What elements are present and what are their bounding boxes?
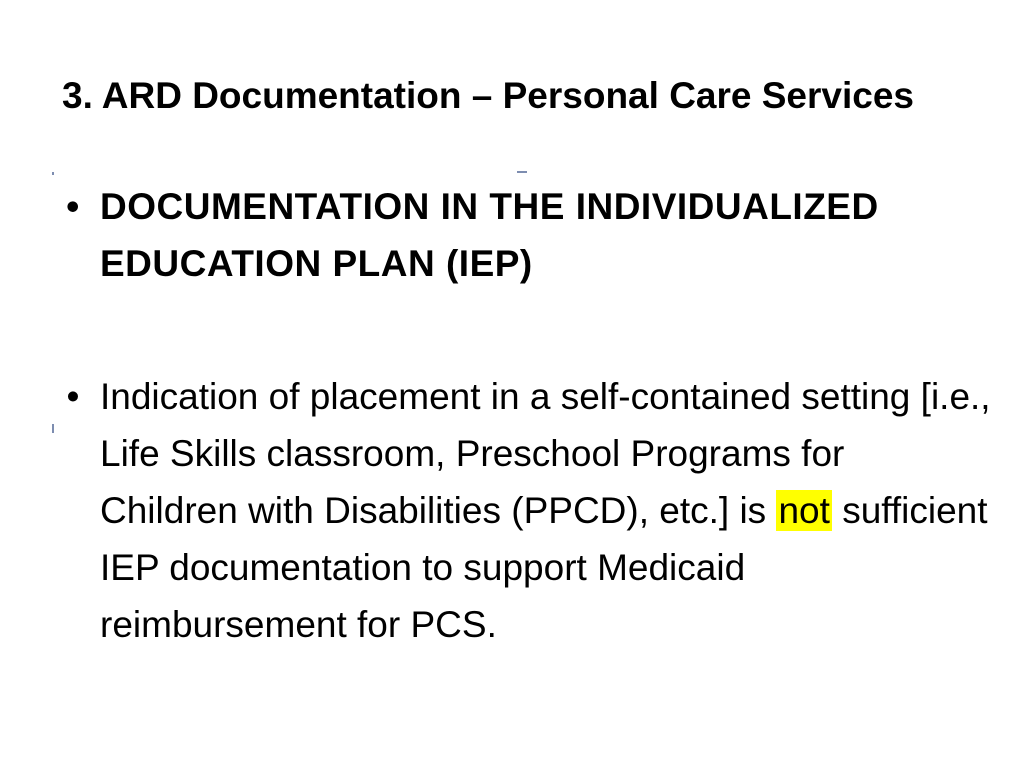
bullet-list	[52, 178, 992, 653]
bullet-text-after: sufficient IEP documentation to support Medicaid reimbursement for PCS.	[100, 490, 988, 645]
slide-title: 3. ARD Documentation – Personal Care Services	[62, 75, 914, 116]
placeholder-marker	[52, 172, 54, 175]
placeholder-marker	[517, 171, 527, 173]
bullet-item-iep-heading	[52, 178, 992, 292]
bullet-text: DOCUMENTATION IN THE INDIVIDUALIZED EDUCATION PLAN (IEP)	[100, 186, 879, 284]
bullet-text-before: Indication of placement in a self-contained setting [i.e., Life Skills classroom, Preschool Programs for Children with Disabilities (PPCD), etc.] is	[100, 376, 991, 531]
highlighted-word: not	[778, 490, 830, 531]
bullet-icon: •	[66, 186, 80, 227]
bullet-icon: •	[66, 376, 80, 417]
bullet-item-placement-note	[52, 368, 992, 653]
